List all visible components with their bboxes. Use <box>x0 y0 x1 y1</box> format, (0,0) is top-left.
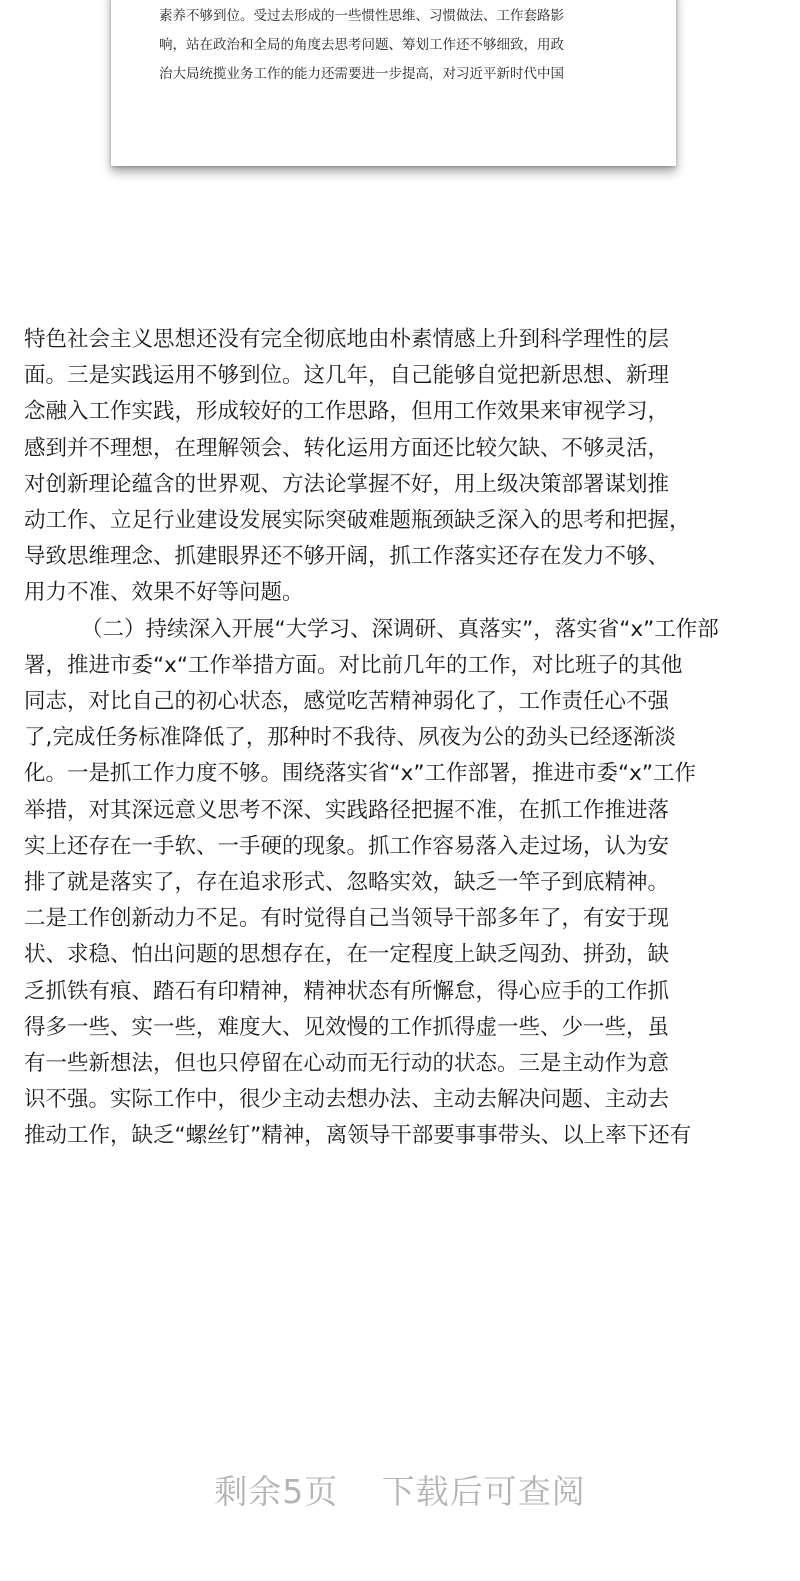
body-line: 识不强。实际工作中，很少主动去想办法、主动去解决问题、主动去 <box>24 1087 670 1113</box>
body-line: 面。三是实践运用不够到位。这几年，自己能够自觉把新思想、新理 <box>24 363 670 389</box>
body-line: 动工作、立足行业建设发展实际突破难题瓶颈缺乏深入的思考和把握， <box>24 508 691 534</box>
remaining-pages-label: 剩余5页 <box>214 1472 339 1511</box>
download-to-view-label: 下载后可查阅 <box>381 1472 586 1511</box>
body-line: 得多一些、实一些，难度大、见效慢的工作抓得虚一些、少一些，虽 <box>24 1014 670 1040</box>
body-line: 推动工作，缺乏“螺丝钉”精神，离领导干部要事事带头、以上率下还有 <box>24 1123 692 1149</box>
body-line: 用力不准、效果不好等问题。 <box>24 580 304 606</box>
body-line: 有一些新想法，但也只停留在心动而无行动的状态。三是主动作为意 <box>24 1051 670 1077</box>
body-line: 导致思维理念、抓建眼界还不够开阔，抓工作落实还存在发力不够、 <box>24 544 670 570</box>
body-line: 化。一是抓工作力度不够。围绕落实省“x”工作部署，推进市委“x”工作 <box>24 761 697 787</box>
body-line: 乏抓铁有痕、踏石有印精神，精神状态有所懈怠，得心应手的工作抓 <box>24 978 670 1004</box>
preview-line: 治大局统揽业务工作的能力还需要进一步提高，对习近平新时代中国 <box>159 66 564 82</box>
body-line: 状、求稳、怕出问题的思想存在，在一定程度上缺乏闯劲、拼劲，缺 <box>24 942 670 968</box>
body-line: 念融入工作实践，形成较好的工作思路，但用工作效果来审视学习， <box>24 399 670 425</box>
body-line: 感到并不理想，在理解领会、转化运用方面还比较欠缺、不够灵活， <box>24 435 670 461</box>
document-body <box>24 322 776 1155</box>
body-line: 同志，对比自己的初心状态，感觉吃苦精神弱化了，工作责任心不强 <box>24 689 670 715</box>
body-line: 排了就是落实了，存在追求形式、忽略实效，缺乏一竿子到底精神。 <box>24 870 670 896</box>
body-line: 实上还存在一手软、一手硬的现象。抓工作容易落入走过场，认为安 <box>24 833 670 859</box>
download-prompt[interactable] <box>0 1466 800 1513</box>
preview-line: 响，站在政治和全局的角度去思考问题、筹划工作还不够细致，用政 <box>159 37 564 53</box>
body-line: 了,完成任务标准降低了，那种时不我待、夙夜为公的劲头已经逐渐淡 <box>24 725 676 751</box>
preview-line: 素养不够到位。受过去形成的一些惯性思维、习惯做法、工作套路影 <box>159 8 564 24</box>
body-line: 举措，对其深远意义思考不深、实践路径把握不准，在抓工作推进落 <box>24 797 670 823</box>
preview-card <box>111 0 676 166</box>
body-line: 二是工作创新动力不足。有时觉得自己当领导干部多年了，有安于现 <box>24 906 670 932</box>
body-line: 署，推进市委“x“工作举措方面。对比前几年的工作，对比班子的其他 <box>24 652 683 678</box>
body-line: 特色社会主义思想还没有完全彻底地由朴素情感上升到科学理性的层 <box>24 327 670 352</box>
body-line: 对创新理论蕴含的世界观、方法论掌握不好，用上级决策部署谋划推 <box>24 471 670 497</box>
section-heading-line: （二）持续深入开展“大学习、深调研、真落实”，落实省“x”工作部 <box>81 616 719 642</box>
